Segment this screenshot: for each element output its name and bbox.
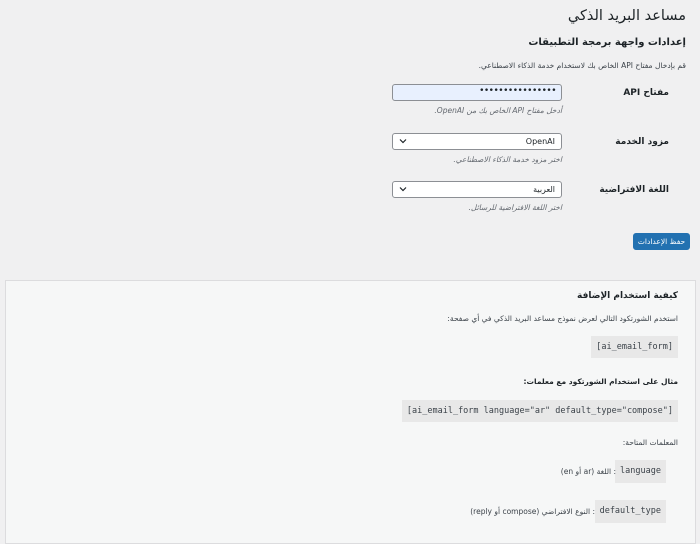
save-settings-button[interactable]: حفظ الإعدادات (633, 233, 690, 250)
chevron-down-icon (398, 136, 408, 146)
param-description: : النوع الافتراضي (compose أو reply) (470, 507, 595, 516)
usage-title: كيفية استخدام الإضافة (577, 291, 678, 301)
params-label: المعلمات المتاحة: (622, 438, 678, 447)
usage-text: استخدم الشورتكود التالي لعرض نموذج مساعد البريد الذكي في أي صفحة: (447, 314, 678, 323)
usage-card (5, 280, 696, 544)
provider-label: مزود الخدمة (615, 137, 669, 147)
language-value: العربية (533, 185, 555, 194)
shortcode: [ai_email_form] (591, 336, 678, 358)
api-key-description: أدخل مفتاح API الخاص بك من OpenAI. (434, 106, 562, 115)
api-key-label: مفتاح API (623, 88, 669, 98)
language-select[interactable] (392, 181, 562, 198)
chevron-down-icon (398, 184, 408, 194)
page-title: مساعد البريد الذكي (567, 8, 686, 24)
language-label: اللغة الافتراضية (599, 185, 669, 195)
section-title: إعدادات واجهة برمجة التطبيقات (528, 37, 686, 48)
provider-select[interactable] (392, 133, 562, 150)
api-key-value: •••••••••••••••• (479, 86, 556, 96)
param-name: language (615, 460, 666, 483)
language-description: اختر اللغة الافتراضية للرسائل. (468, 203, 562, 212)
provider-value: OpenAI (525, 137, 555, 146)
param-description: : اللغة (ar أو en) (560, 467, 616, 476)
intro-text: قم بإدخال مفتاح API الخاص بك لاستخدام خدمة الذكاء الاصطناعي. (478, 61, 686, 70)
api-key-input[interactable] (392, 84, 562, 101)
provider-description: اختر مزود خدمة الذكاء الاصطناعي. (453, 155, 562, 164)
example-shortcode: [ai_email_form language="ar" default_type="compose"] (402, 400, 678, 422)
example-label: مثال على استخدام الشورتكود مع معلمات: (523, 377, 678, 386)
param-name: default_type (595, 500, 666, 523)
